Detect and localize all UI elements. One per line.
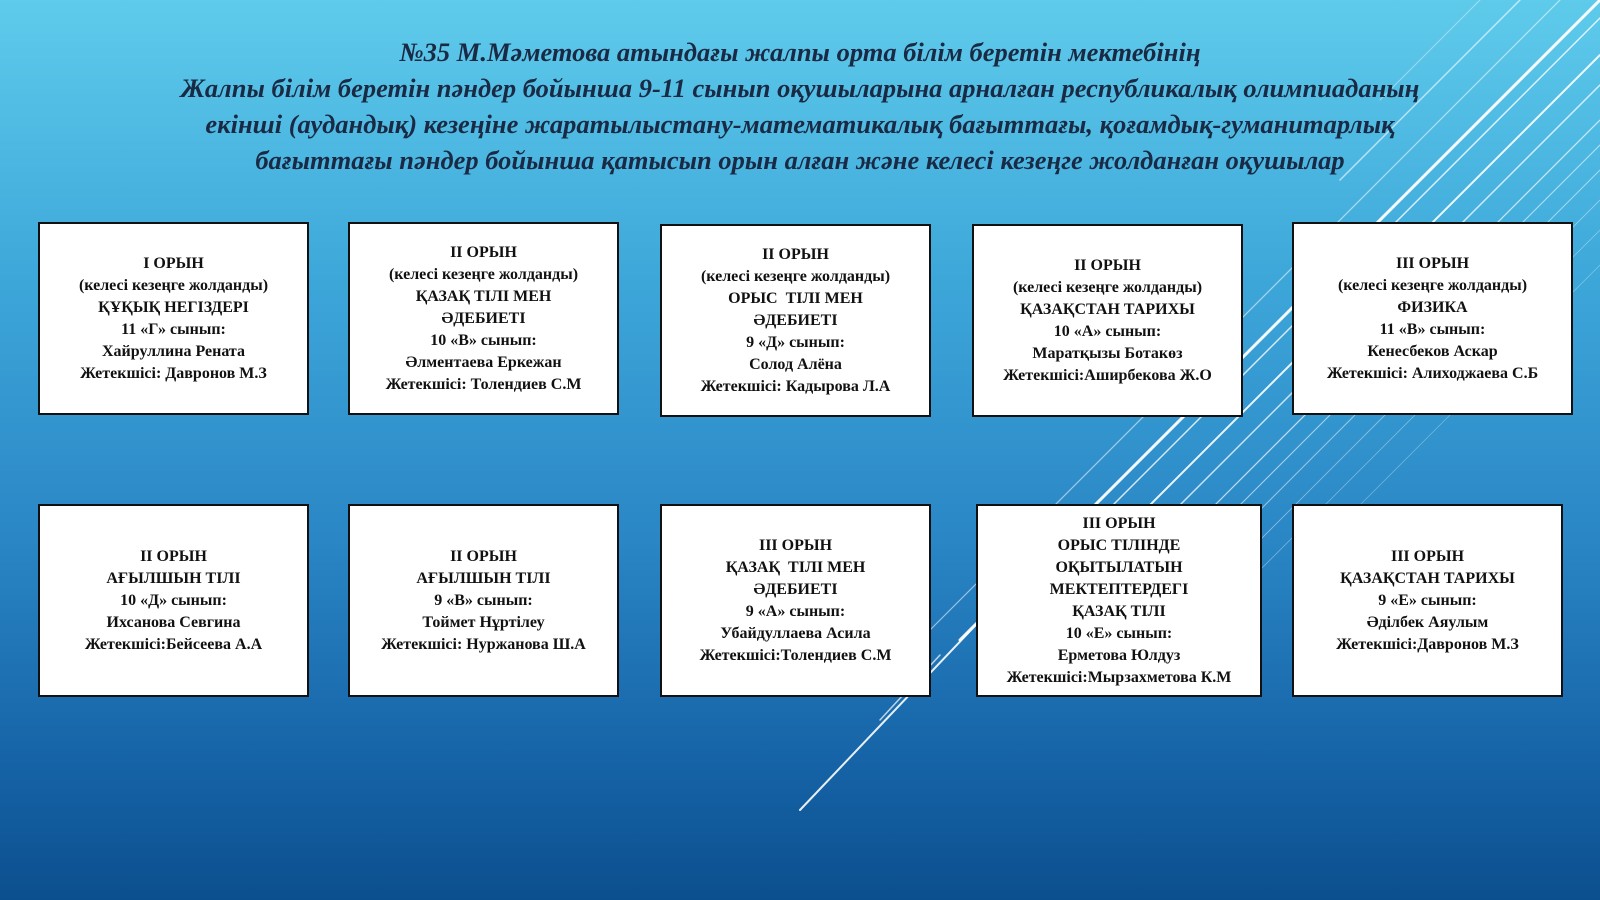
card-note: (келесі кезеңге жолданды)	[700, 267, 891, 285]
card-place: II ОРЫН	[450, 547, 517, 565]
card-subject: АҒЫЛШЫН ТІЛІ	[106, 569, 241, 587]
card-teacher: Жетекшісі:Давронов М.З	[1336, 635, 1519, 653]
title-line-1: №35 М.Мәметова атындағы жалпы орта білім беретін мектебінің	[399, 37, 1201, 67]
card-teacher: Жетекшісі:Мырзахметова К.М	[1006, 668, 1232, 686]
card-subject: ӘДЕБИЕТІ	[753, 580, 838, 598]
page-title	[60, 34, 1540, 178]
card-subject: ОРЫС ТІЛІ МЕН	[728, 289, 863, 307]
card-subject: МЕКТЕПТЕРДЕГІ	[1049, 580, 1189, 598]
card-subject: ҚАЗАҚСТАН ТАРИХЫ	[1020, 300, 1195, 318]
card-grade: 10 «В» сынып:	[430, 331, 537, 349]
result-card-10	[1292, 504, 1563, 697]
card-place: III ОРЫН	[1390, 547, 1465, 565]
card-subject: ҚҰҚЫҚ НЕГІЗДЕРІ	[98, 298, 249, 316]
card-student: Тоймет Нұртілеу	[422, 613, 545, 631]
card-place: II ОРЫН	[140, 547, 207, 565]
result-card-3	[660, 224, 931, 417]
card-student: Кенесбеков Аскар	[1367, 342, 1498, 360]
card-place: III ОРЫН	[1395, 254, 1470, 272]
card-teacher: Жетекшісі:Бейсеева А.А	[84, 635, 263, 653]
card-place: III ОРЫН	[1082, 514, 1156, 532]
card-grade: 9 «А» сынып:	[745, 602, 846, 620]
card-teacher: Жетекшісі: Алиходжаева С.Б	[1326, 364, 1539, 382]
card-place: II ОРЫН	[1074, 256, 1141, 274]
card-student: Хайруллина Рената	[102, 342, 245, 360]
result-card-4	[972, 224, 1243, 417]
card-place: I ОРЫН	[143, 254, 204, 272]
card-subject: ҚАЗАҚСТАН ТАРИХЫ	[1340, 569, 1515, 587]
card-grade: 9 «Д» сынып:	[746, 333, 845, 351]
card-place: II ОРЫН	[450, 243, 517, 261]
card-place: II ОРЫН	[762, 245, 829, 263]
card-grade: 10 «А» сынып:	[1053, 322, 1162, 340]
result-card-8	[660, 504, 931, 697]
card-student: Солод Алёна	[749, 355, 842, 373]
card-teacher: Жетекшісі:Аширбекова Ж.О	[1003, 366, 1212, 384]
title-line-3: екінші (аудандық) кезеңіне жаратылыстану-математикалық бағыттағы, қоғамдық-гуманитарлық	[205, 109, 1395, 139]
card-note: (келесі кезеңге жолданды)	[78, 276, 269, 294]
title-line-2: Жалпы білім беретін пәндер бойынша 9-11 сынып оқушыларына арналған республикалық олимпиаданың	[180, 73, 1420, 103]
card-note: (келесі кезеңге жолданды)	[1012, 278, 1203, 296]
card-grade: 10 «Д» сынып:	[120, 591, 227, 609]
card-note: (келесі кезеңге жолданды)	[388, 265, 579, 283]
card-student: Убайдуллаева Асила	[720, 624, 871, 642]
card-grade: 11 «Г» сынып:	[121, 320, 226, 338]
result-card-1	[38, 222, 309, 415]
card-teacher: Жетекшісі:Толендиев С.М	[699, 646, 892, 664]
card-student: Ерметова Юлдуз	[1057, 646, 1181, 664]
title-line-4: бағыттағы пәндер бойынша қатысып орын алған және келесі кезеңге жолданған оқушылар	[255, 145, 1345, 175]
card-subject: ҚАЗАҚ ТІЛІ	[1072, 602, 1166, 620]
result-card-6	[38, 504, 309, 697]
card-grade: 9 «В» сынып:	[434, 591, 533, 609]
card-grade: 11 «В» сынып:	[1379, 320, 1486, 338]
card-subject: АҒЫЛШЫН ТІЛІ	[416, 569, 551, 587]
result-card-9	[976, 504, 1262, 697]
card-teacher: Жетекшісі: Нуржанова Ш.А	[381, 635, 586, 653]
card-student: Әділбек Аяулым	[1366, 613, 1489, 631]
card-place: III ОРЫН	[758, 536, 833, 554]
result-card-7	[348, 504, 619, 697]
card-subject: ҚАЗАҚ ТІЛІ МЕН	[415, 287, 552, 305]
card-student: Ихсанова Севгина	[106, 613, 241, 631]
card-subject: ӘДЕБИЕТІ	[753, 311, 838, 329]
card-student: Әлментаева Еркежан	[405, 353, 562, 371]
card-grade: 9 «Е» сынып:	[1378, 591, 1477, 609]
card-subject: ОРЫС ТІЛІНДЕ	[1057, 536, 1181, 554]
result-card-5	[1292, 222, 1573, 415]
card-grade: 10 «Е» сынып:	[1065, 624, 1173, 642]
card-teacher: Жетекшісі: Давронов М.З	[80, 364, 267, 382]
card-subject: ҚАЗАҚ ТІЛІ МЕН	[725, 558, 866, 576]
card-note: (келесі кезеңге жолданды)	[1337, 276, 1528, 294]
card-student: Маратқызы Ботакөз	[1032, 344, 1183, 362]
card-teacher: Жетекшісі: Кадырова Л.А	[700, 377, 891, 395]
result-card-2	[348, 222, 619, 415]
card-subject: ОҚЫТЫЛАТЫН	[1055, 558, 1183, 576]
card-subject: ФИЗИКА	[1397, 298, 1468, 316]
card-subject: ӘДЕБИЕТІ	[441, 309, 526, 327]
card-teacher: Жетекшісі: Толендиев С.М	[385, 375, 582, 393]
